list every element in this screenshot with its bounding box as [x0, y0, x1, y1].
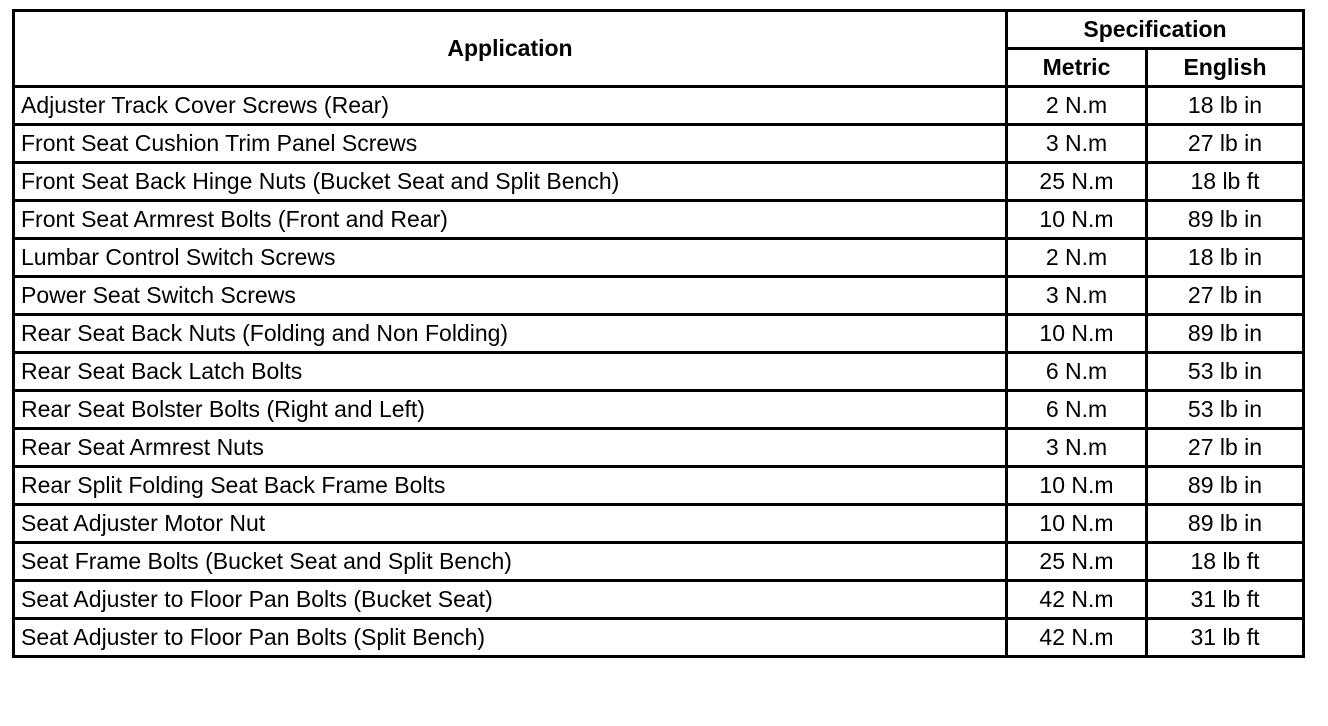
table-row [14, 581, 1304, 619]
application-cell: Rear Seat Bolster Bolts (Right and Left) [14, 391, 1007, 429]
english-cell: 31 lb ft [1147, 581, 1304, 619]
metric-cell: 2 N.m [1007, 239, 1147, 277]
english-cell: 27 lb in [1147, 429, 1304, 467]
metric-cell: 10 N.m [1007, 505, 1147, 543]
application-cell: Lumbar Control Switch Screws [14, 239, 1007, 277]
table-row [14, 201, 1304, 239]
application-cell: Front Seat Armrest Bolts (Front and Rear) [14, 201, 1007, 239]
application-cell: Rear Seat Armrest Nuts [14, 429, 1007, 467]
metric-cell: 25 N.m [1007, 543, 1147, 581]
english-cell: 27 lb in [1147, 125, 1304, 163]
english-cell: 18 lb in [1147, 239, 1304, 277]
application-cell: Seat Adjuster to Floor Pan Bolts (Bucket Seat) [14, 581, 1007, 619]
application-cell: Front Seat Cushion Trim Panel Screws [14, 125, 1007, 163]
metric-cell: 25 N.m [1007, 163, 1147, 201]
application-cell: Rear Split Folding Seat Back Frame Bolts [14, 467, 1007, 505]
metric-cell: 10 N.m [1007, 201, 1147, 239]
english-cell: 53 lb in [1147, 353, 1304, 391]
application-cell: Seat Frame Bolts (Bucket Seat and Split Bench) [14, 543, 1007, 581]
english-cell: 89 lb in [1147, 505, 1304, 543]
application-cell: Front Seat Back Hinge Nuts (Bucket Seat and Split Bench) [14, 163, 1007, 201]
english-cell: 27 lb in [1147, 277, 1304, 315]
table-row [14, 429, 1304, 467]
metric-cell: 3 N.m [1007, 125, 1147, 163]
english-cell: 89 lb in [1147, 315, 1304, 353]
metric-cell: 6 N.m [1007, 391, 1147, 429]
application-cell: Power Seat Switch Screws [14, 277, 1007, 315]
table-header [14, 11, 1304, 87]
english-cell: 89 lb in [1147, 201, 1304, 239]
table-body [14, 87, 1304, 657]
english-header: English [1147, 49, 1304, 87]
application-header: Application [14, 11, 1007, 87]
table-row [14, 125, 1304, 163]
metric-cell: 10 N.m [1007, 315, 1147, 353]
application-cell: Adjuster Track Cover Screws (Rear) [14, 87, 1007, 125]
metric-cell: 10 N.m [1007, 467, 1147, 505]
metric-header: Metric [1007, 49, 1147, 87]
table-row [14, 239, 1304, 277]
table-row [14, 543, 1304, 581]
table-row [14, 619, 1304, 657]
english-cell: 89 lb in [1147, 467, 1304, 505]
application-cell: Rear Seat Back Latch Bolts [14, 353, 1007, 391]
metric-cell: 3 N.m [1007, 277, 1147, 315]
metric-cell: 42 N.m [1007, 581, 1147, 619]
table-row [14, 315, 1304, 353]
application-cell: Rear Seat Back Nuts (Folding and Non Folding) [14, 315, 1007, 353]
fastener-spec-table [12, 9, 1305, 658]
english-cell: 18 lb ft [1147, 543, 1304, 581]
table-row [14, 277, 1304, 315]
table-row [14, 163, 1304, 201]
table-row [14, 505, 1304, 543]
english-cell: 31 lb ft [1147, 619, 1304, 657]
table-row [14, 391, 1304, 429]
metric-cell: 42 N.m [1007, 619, 1147, 657]
specification-header: Specification [1007, 11, 1304, 49]
table-row [14, 353, 1304, 391]
table-row [14, 87, 1304, 125]
application-cell: Seat Adjuster to Floor Pan Bolts (Split Bench) [14, 619, 1007, 657]
table-row [14, 467, 1304, 505]
english-cell: 18 lb in [1147, 87, 1304, 125]
application-cell: Seat Adjuster Motor Nut [14, 505, 1007, 543]
metric-cell: 3 N.m [1007, 429, 1147, 467]
metric-cell: 2 N.m [1007, 87, 1147, 125]
english-cell: 18 lb ft [1147, 163, 1304, 201]
metric-cell: 6 N.m [1007, 353, 1147, 391]
english-cell: 53 lb in [1147, 391, 1304, 429]
